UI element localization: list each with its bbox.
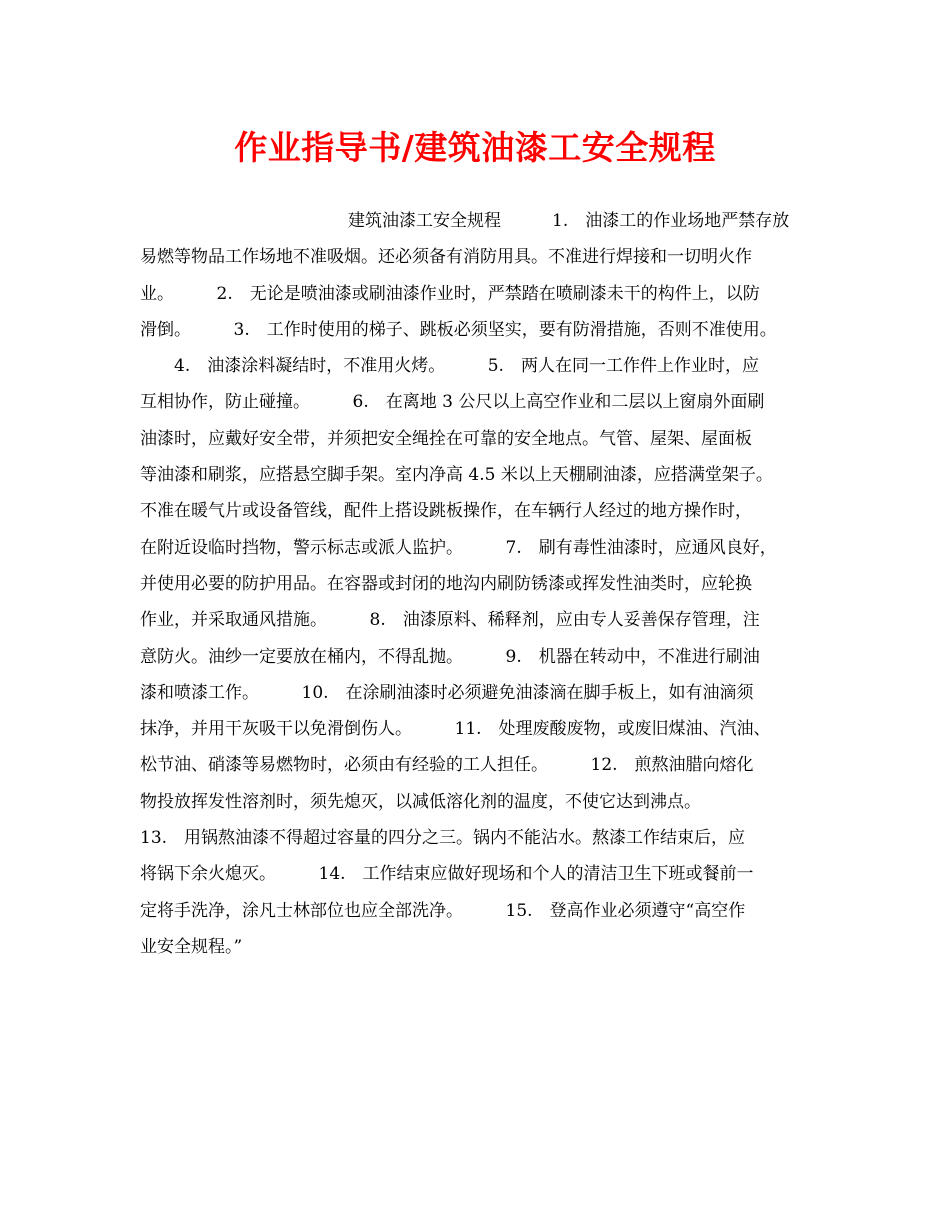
body-line: 松节油、硝漆等易燃物时，必须由有经验的工人担任。 12. 煎熬油腊向熔化 <box>140 755 754 776</box>
body-line: 易燃等物品工作场地不准吸烟。还必须备有消防用具。不准进行焊接和一切明火作 <box>140 247 752 268</box>
body-line: 作业，并采取通风措施。 8. 油漆原料、稀释剂，应由专人妥善保存管理，注 <box>140 610 760 631</box>
body-line: 漆和喷漆工作。 10. 在涂刷油漆时必须避免油漆滴在脚手板上，如有油滴须 <box>140 682 754 703</box>
body-line: 业。 2. 无论是喷油漆或刷油漆作业时，严禁踏在喷刷漆未干的构件上，以防 <box>140 283 760 304</box>
body-line: 在附近设临时挡物，警示标志或派人监护。 7. 刷有毒性油漆时，应通风良好， <box>140 537 777 558</box>
body-line: 油漆时，应戴好安全带，并须把安全绳拴在可靠的安全地点。气管、屋架、屋面板 <box>140 428 752 449</box>
body-line: 意防火。油纱一定要放在桶内，不得乱抛。 9. 机器在转动中，不准进行刷油 <box>140 646 760 667</box>
body-line: 建筑油漆工安全规程 1. 油漆工的作业场地严禁存放 <box>348 211 790 231</box>
body-line: 互相协作，防止碰撞。 6. 在离地 3 公尺以上高空作业和二层以上窗扇外面刷 <box>140 392 765 413</box>
body-line: 物投放挥发性溶剂时，须先熄灭，以减低溶化剂的温度，不使它达到沸点。 <box>140 791 701 812</box>
body-line: 抹净，并用干灰吸干以免滑倒伤人。 11. 处理废酸废物，或废旧煤油、汽油、 <box>140 719 771 740</box>
body-line: 将锅下余火熄灭。 14. 工作结束应做好现场和个人的清洁卫生下班或餐前一 <box>140 864 754 885</box>
body-line: 4. 油漆涂料凝结时，不准用火烤。 5. 两人在同一工作件上作业时，应 <box>140 356 759 377</box>
document-body <box>140 203 820 965</box>
body-line: 不准在暖气片或设备管线，配件上搭设跳板操作，在车辆行人经过的地方操作时， <box>140 501 752 522</box>
body-line: 等油漆和刷浆，应搭悬空脚手架。室内净高 4.5 米以上天棚刷油漆，应搭满堂架子。 <box>140 465 773 486</box>
body-line: 滑倒。 3. 工作时使用的梯子、跳板必须坚实，要有防滑措施，否则不准使用。 <box>140 319 777 340</box>
document-title: 作业指导书/建筑油漆工安全规程 <box>234 128 716 167</box>
body-line: 定将手洗净，涂凡士林部位也应全部洗净。 15. 登高作业必须遵守“高空作 <box>140 900 746 921</box>
body-line: 并使用必要的防护用品。在容器或封闭的地沟内刷防锈漆或挥发性油类时，应轮换 <box>140 573 752 594</box>
body-line: 业安全规程。” <box>140 936 243 957</box>
body-line: 13. 用锅熬油漆不得超过容量的四分之三。锅内不能沾水。熬漆工作结束后，应 <box>140 828 746 849</box>
